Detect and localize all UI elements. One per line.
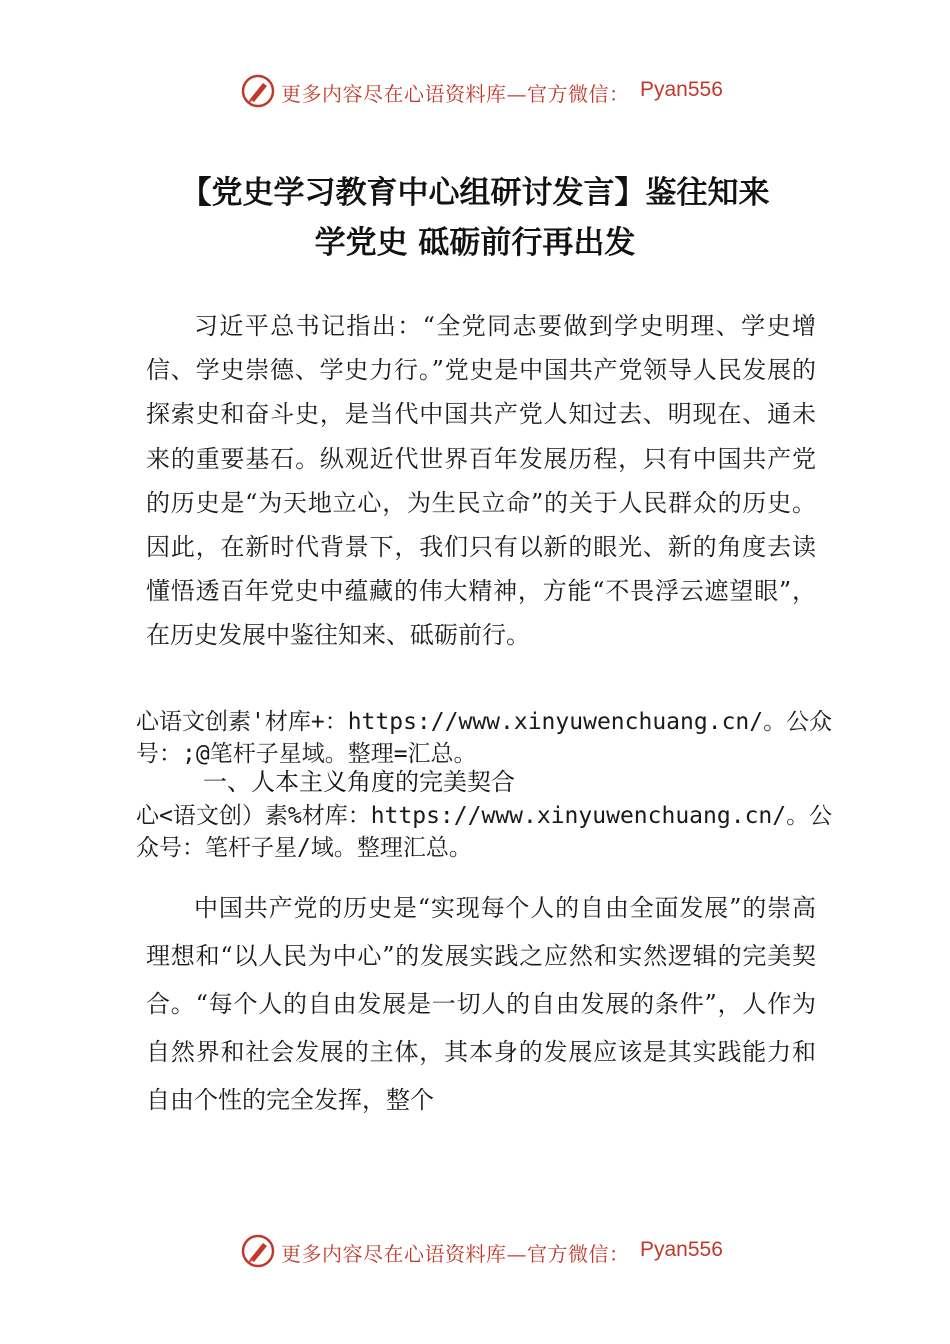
pen-logo-icon — [241, 1234, 275, 1268]
watermark-note-1: 心语文创素'材库+：https://www.xinyuwenchuang.cn/。公众号：;@笔杆子星域。整理=汇总。 — [136, 709, 833, 767]
document-title — [120, 168, 830, 268]
header-banner — [0, 72, 950, 112]
section-heading-1: 一、人本主义角度的完美契合 — [203, 768, 515, 796]
banner-wechat-id: Pyan556 — [640, 78, 723, 101]
pen-logo-icon — [241, 74, 275, 108]
footer-banner — [0, 1232, 950, 1272]
watermark-note-2: 心<语文创）素%材库：https://www.xinyuwenchuang.cn/。公众号：笔杆子星/域。整理汇总。 — [136, 803, 833, 861]
body-paragraph-1 — [146, 304, 816, 658]
banner-wechat-id: Pyan556 — [640, 1238, 723, 1261]
banner-text: 更多内容尽在心语资料库—官方微信： — [281, 82, 630, 106]
paragraph-2-text: 中国共产党的历史是“实现每个人的自由全面发展”的崇高理想和“以人民为中心”的发展实践之应然和实然逻辑的完美契合。“每个人的自由发展是一切人的自由发展的条件”，人作为自然界和社会发展的主体，其本身的发展应该是其实践能力和自由个性的完全发挥，整个 — [146, 894, 816, 1114]
title-line-1: 【党史学习教育中心组研讨发言】鉴往知来 — [180, 175, 770, 211]
body-paragraph-2 — [146, 884, 816, 1124]
banner-text: 更多内容尽在心语资料库—官方微信： — [281, 1242, 630, 1266]
paragraph-1-text: 习近平总书记指出：“全党同志要做到学史明理、学史增信、学史崇德、学史力行。”党史是中国共产党领导人民发展的探索史和奋斗史，是当代中国共产党人知过去、明现在、通未来的重要基石。纵观近代世界百年发展历程，只有中国共产党的历史是“为天地立心，为生民立命”的关于人民群众的历史。因此，在新时代背景下，我们只有以新的眼光、新的角度去读懂悟透百年党史中蕴藏的伟大精神，方能“不畏浮云遮望眼”，在历史发展中鉴往知来、砥砺前行。 — [146, 312, 816, 650]
title-line-2: 学党史 砥砺前行再出发 — [314, 225, 636, 261]
